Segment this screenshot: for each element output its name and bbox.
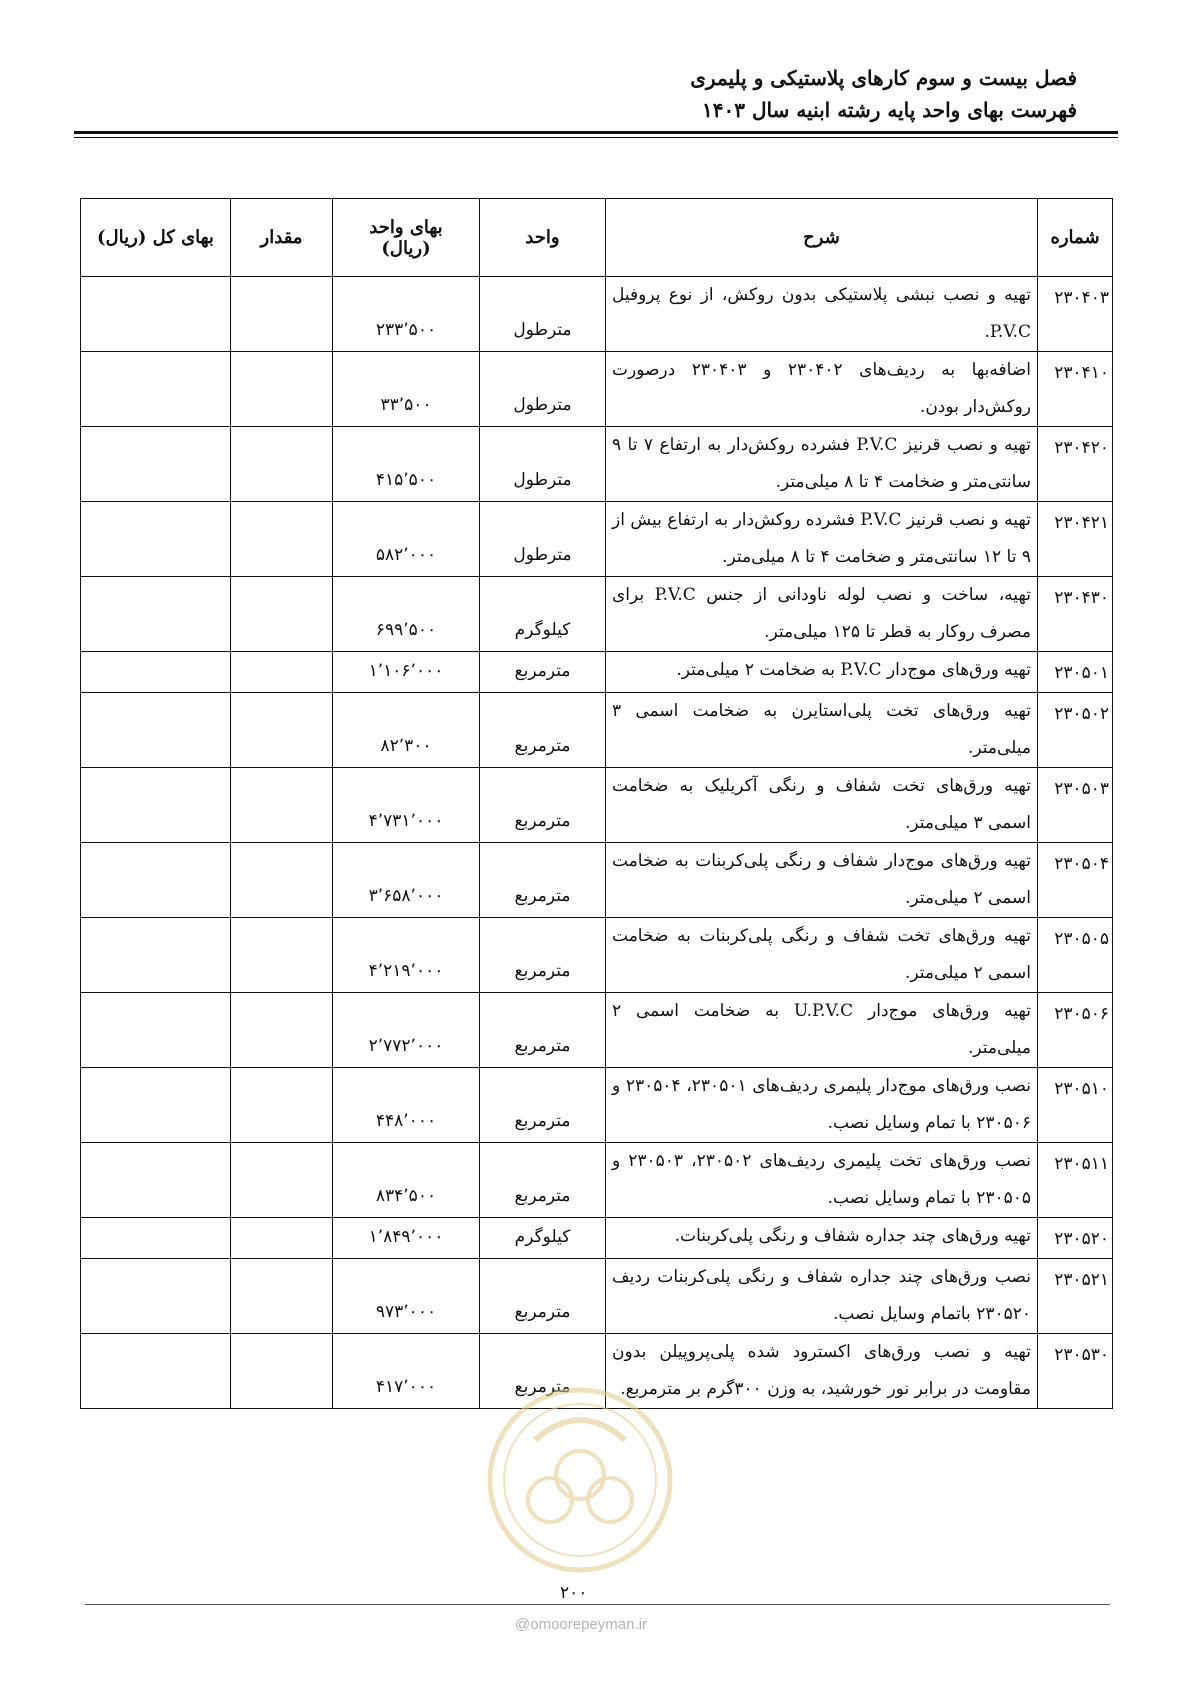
row-total[interactable] <box>81 577 231 652</box>
row-total[interactable] <box>81 1334 231 1409</box>
table-row <box>81 502 1113 577</box>
row-total[interactable] <box>81 843 231 918</box>
row-unit: مترمربع <box>480 693 606 768</box>
row-description: تهیه ورق‌های چند جداره شفاف و رنگی پلی‌کربنات. <box>606 1218 1038 1259</box>
row-quantity[interactable] <box>231 502 333 577</box>
row-code: ۲۳۰۵۰۶ <box>1038 993 1113 1068</box>
row-quantity[interactable] <box>231 918 333 993</box>
row-total[interactable] <box>81 352 231 427</box>
row-unit: مترطول <box>480 352 606 427</box>
row-total[interactable] <box>81 652 231 693</box>
row-description: تهیه ورق‌های موج‌دار P.V.C به ضخامت ۲ میلی‌متر. <box>606 652 1038 693</box>
row-code: ۲۳۰۴۰۳ <box>1038 277 1113 352</box>
row-description: نصب ورق‌های چند جداره شفاف و رنگی پلی‌کربنات ردیف ۲۳۰۵۲۰ باتمام وسایل نصب. <box>606 1259 1038 1334</box>
website-watermark: @omoorepeyman.ir <box>515 1616 647 1633</box>
row-quantity[interactable] <box>231 577 333 652</box>
table-row <box>81 1068 1113 1143</box>
header-rule-thin <box>74 137 1118 138</box>
row-code: ۲۳۰۵۰۲ <box>1038 693 1113 768</box>
row-unit: کیلوگرم <box>480 577 606 652</box>
row-code: ۲۳۰۵۱۰ <box>1038 1068 1113 1143</box>
col-unit-price-header <box>333 199 480 277</box>
row-unit: مترطول <box>480 427 606 502</box>
unit-price-header-line1: بهای واحد <box>369 216 443 238</box>
row-unit: مترمربع <box>480 1143 606 1218</box>
table-row <box>81 277 1113 352</box>
row-code: ۲۳۰۵۰۳ <box>1038 768 1113 843</box>
row-quantity[interactable] <box>231 1218 333 1259</box>
row-total[interactable] <box>81 693 231 768</box>
table-row <box>81 843 1113 918</box>
row-code: ۲۳۰۵۱۱ <box>1038 1143 1113 1218</box>
row-quantity[interactable] <box>231 1068 333 1143</box>
row-description: تهیه، ساخت و نصب لوله ناودانی از جنس P.V.C برای مصرف روکار به قطر تا ۱۲۵ میلی‌متر. <box>606 577 1038 652</box>
col-quantity-header: مقدار <box>231 199 333 277</box>
watermark-logo <box>480 1380 680 1580</box>
row-unit-price: ۲٬۷۷۲٬۰۰۰ <box>333 993 480 1068</box>
table-row <box>81 768 1113 843</box>
list-title: فهرست بهای واحد پایه رشته ابنیه سال ۱۴۰۳ <box>702 98 1077 122</box>
row-quantity[interactable] <box>231 652 333 693</box>
row-code: ۲۳۰۵۰۴ <box>1038 843 1113 918</box>
price-table <box>80 198 1113 1409</box>
row-unit-price: ۲۳۳٬۵۰۰ <box>333 277 480 352</box>
table-row <box>81 1143 1113 1218</box>
row-unit: مترمربع <box>480 1334 606 1409</box>
row-unit-price: ۹۷۳٬۰۰۰ <box>333 1259 480 1334</box>
row-quantity[interactable] <box>231 277 333 352</box>
table-row <box>81 993 1113 1068</box>
row-description: نصب ورق‌های موج‌دار پلیمری ردیف‌های ۲۳۰۵۰۱، ۲۳۰۵۰۴ و ۲۳۰۵۰۶ با تمام وسایل نصب. <box>606 1068 1038 1143</box>
row-unit-price: ۴۴۸٬۰۰۰ <box>333 1068 480 1143</box>
row-code: ۲۳۰۴۲۱ <box>1038 502 1113 577</box>
col-number-header: شماره <box>1038 199 1113 277</box>
page-number: ۲۰۰ <box>560 1583 588 1603</box>
row-unit-price: ۳٬۶۵۸٬۰۰۰ <box>333 843 480 918</box>
row-unit: مترطول <box>480 277 606 352</box>
row-quantity[interactable] <box>231 1334 333 1409</box>
row-unit: مترمربع <box>480 918 606 993</box>
row-code: ۲۳۰۴۳۰ <box>1038 577 1113 652</box>
unit-price-header-line2: (ریال) <box>381 237 431 259</box>
header-rule-thick <box>74 131 1118 134</box>
row-unit: مترمربع <box>480 1068 606 1143</box>
row-description: تهیه ورق‌های تخت پلی‌استایرن به ضخامت اسمی ۳ میلی‌متر. <box>606 693 1038 768</box>
row-total[interactable] <box>81 1068 231 1143</box>
row-unit-price: ۶۹۹٬۵۰۰ <box>333 577 480 652</box>
row-unit: مترمربع <box>480 993 606 1068</box>
row-quantity[interactable] <box>231 427 333 502</box>
row-total[interactable] <box>81 277 231 352</box>
row-quantity[interactable] <box>231 768 333 843</box>
table-row <box>81 693 1113 768</box>
row-total[interactable] <box>81 918 231 993</box>
row-total[interactable] <box>81 1218 231 1259</box>
row-unit-price: ۳۳٬۵۰۰ <box>333 352 480 427</box>
row-unit-price: ۴۱۷٬۰۰۰ <box>333 1334 480 1409</box>
row-unit: مترمربع <box>480 1259 606 1334</box>
row-unit: مترمربع <box>480 768 606 843</box>
row-description: تهیه و نصب نبشی پلاستیکی بدون روکش، از نوع پروفیل P.V.C. <box>606 277 1038 352</box>
row-description: تهیه و نصب قرنیز P.V.C فشرده روکش‌دار به ارتفاع ۷ تا ۹ سانتی‌متر و ضخامت ۴ تا ۸ میلی‌متر. <box>606 427 1038 502</box>
row-quantity[interactable] <box>231 352 333 427</box>
row-code: ۲۳۰۵۰۱ <box>1038 652 1113 693</box>
row-unit-price: ۱٬۱۰۶٬۰۰۰ <box>333 652 480 693</box>
table-body <box>81 277 1113 1409</box>
row-quantity[interactable] <box>231 1143 333 1218</box>
row-code: ۲۳۰۴۱۰ <box>1038 352 1113 427</box>
chapter-title: فصل بیست و سوم کارهای پلاستیکی و پلیمری <box>690 66 1077 90</box>
row-quantity[interactable] <box>231 1259 333 1334</box>
row-unit-price: ۴۱۵٬۵۰۰ <box>333 427 480 502</box>
row-code: ۲۳۰۵۰۵ <box>1038 918 1113 993</box>
row-description: نصب ورق‌های تخت پلیمری ردیف‌های ۲۳۰۵۰۲، ۲۳۰۵۰۳ و ۲۳۰۵۰۵ با تمام وسایل نصب. <box>606 1143 1038 1218</box>
row-description: تهیه ورق‌های تخت شفاف و رنگی آکریلیک به ضخامت اسمی ۳ میلی‌متر. <box>606 768 1038 843</box>
table-row <box>81 1218 1113 1259</box>
col-total-header: بهای کل (ریال) <box>81 199 231 277</box>
row-code: ۲۳۰۵۲۰ <box>1038 1218 1113 1259</box>
row-quantity[interactable] <box>231 843 333 918</box>
row-unit-price: ۴٬۲۱۹٬۰۰۰ <box>333 918 480 993</box>
table-row <box>81 577 1113 652</box>
table-row <box>81 352 1113 427</box>
table-row <box>81 918 1113 993</box>
row-total[interactable] <box>81 993 231 1068</box>
row-total[interactable] <box>81 502 231 577</box>
row-unit: مترطول <box>480 502 606 577</box>
row-unit-price: ۴٬۷۳۱٬۰۰۰ <box>333 768 480 843</box>
row-unit-price: ۸۳۴٬۵۰۰ <box>333 1143 480 1218</box>
row-unit-price: ۵۸۲٬۰۰۰ <box>333 502 480 577</box>
col-unit-header: واحد <box>480 199 606 277</box>
row-code: ۲۳۰۴۲۰ <box>1038 427 1113 502</box>
row-total[interactable] <box>81 1259 231 1334</box>
table-header-row <box>81 199 1113 277</box>
row-total[interactable] <box>81 1143 231 1218</box>
row-quantity[interactable] <box>231 693 333 768</box>
row-total[interactable] <box>81 427 231 502</box>
col-description-header: شرح <box>606 199 1038 277</box>
table-row <box>81 652 1113 693</box>
row-unit-price: ۱٬۸۴۹٬۰۰۰ <box>333 1218 480 1259</box>
row-total[interactable] <box>81 768 231 843</box>
row-description: تهیه ورق‌های موج‌دار U.P.V.C به ضخامت اسمی ۲ میلی‌متر. <box>606 993 1038 1068</box>
row-code: ۲۳۰۵۲۱ <box>1038 1259 1113 1334</box>
row-code: ۲۳۰۵۳۰ <box>1038 1334 1113 1409</box>
row-unit: کیلوگرم <box>480 1218 606 1259</box>
table-row <box>81 427 1113 502</box>
row-description: تهیه و نصب ورق‌های اکسترود شده پلی‌پروپیلن بدون مقاومت در برابر نور خورشید، به وزن ۳۰۰گرم بر مترمربع. <box>606 1334 1038 1409</box>
row-description: تهیه ورق‌های تخت شفاف و رنگی پلی‌کربنات به ضخامت اسمی ۲ میلی‌متر. <box>606 918 1038 993</box>
footer-rule <box>85 1604 1110 1605</box>
row-unit-price: ۸۲٬۳۰۰ <box>333 693 480 768</box>
page-header <box>690 62 1077 126</box>
row-quantity[interactable] <box>231 993 333 1068</box>
row-unit: مترمربع <box>480 843 606 918</box>
row-description: اضافه‌بها به ردیف‌های ۲۳۰۴۰۲ و ۲۳۰۴۰۳ درصورت روکش‌دار بودن. <box>606 352 1038 427</box>
row-description: تهیه و نصب قرنیز P.V.C فشرده روکش‌دار به ارتفاع بیش از ۹ تا ۱۲ سانتی‌متر و ضخامت ۴ تا ۸ میلی‌متر. <box>606 502 1038 577</box>
table-row <box>81 1259 1113 1334</box>
row-description: تهیه ورق‌های موج‌دار شفاف و رنگی پلی‌کربنات به ضخامت اسمی ۲ میلی‌متر. <box>606 843 1038 918</box>
row-unit: مترمربع <box>480 652 606 693</box>
